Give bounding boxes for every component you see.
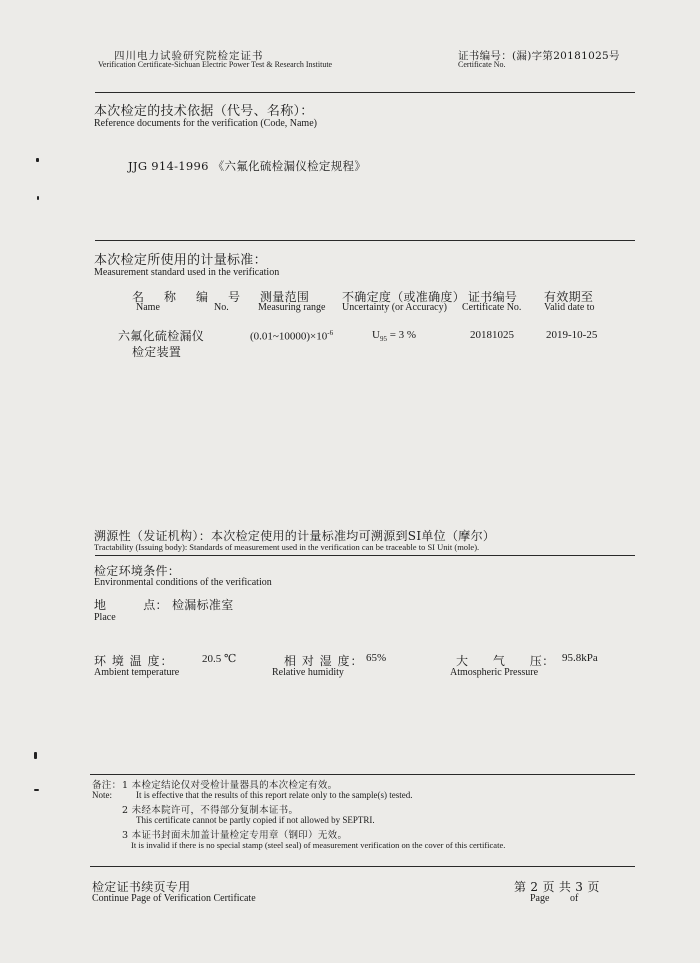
column-uncertainty-en: Uncertainty (or Accuracy) — [342, 302, 447, 313]
standard-divider — [95, 240, 635, 241]
environment-heading: 检定环境条件： — [94, 564, 181, 578]
column-range-header: 测量范围 — [260, 290, 310, 304]
page-indicator: 第 2 页 共 3 页 — [514, 880, 600, 894]
traceability-en: Tractability (Issuing body): Standards of measurement used in the verification can be traceable to SI Unit (mole). — [94, 542, 480, 552]
reference-heading: 本次检定的技术依据（代号、名称）： — [94, 104, 314, 119]
notes-divider — [90, 774, 635, 775]
header-divider — [95, 92, 635, 93]
scan-speck — [36, 158, 39, 162]
column-name-header: 名 称 编 号 — [132, 290, 245, 304]
standard-name-line1: 六氟化硫检漏仪 — [118, 329, 205, 343]
footer-label-cn: 检定证书续页专用 — [92, 880, 191, 894]
column-range-en: Measuring range — [258, 302, 326, 313]
certificate-number-en: Certificate No. — [458, 60, 506, 69]
standard-name-line2: 检定装置 — [132, 345, 182, 359]
standard-range: $(0.01\sim 10000)\times 10^{-6}$ — [250, 329, 334, 343]
note-2-cn: 2 未经本院许可，不得部分复制本证书。 — [122, 805, 299, 816]
humidity-value: 65% — [366, 652, 387, 664]
standard-cert-no: 20181025 — [470, 329, 514, 341]
page-label-en: Page — [530, 893, 550, 904]
traceability-cn: 溯源性（发证机构）：本次检定使用的计量标准均可溯源到SI单位（摩尔） — [94, 529, 496, 543]
column-uncertainty-header: 不确定度（或准确度） — [342, 290, 466, 304]
institute-title-en: Verification Certificate-Sichuan Electric Power Test & Research Institute — [98, 60, 333, 69]
column-valid-header: 有效期至 — [544, 290, 594, 304]
footer-divider — [90, 866, 635, 867]
temperature-value: 20.5 ℃ — [202, 653, 237, 665]
place-value: 检漏标准室 — [172, 598, 234, 612]
pressure-value: 95.8kPa — [562, 652, 598, 664]
standard-valid-to: 2019-10-25 — [546, 329, 598, 341]
place-label: 地 点： — [94, 598, 168, 612]
temperature-label: 环 境 温 度： — [94, 654, 174, 668]
scan-speck — [34, 789, 39, 791]
temperature-label-en: Ambient temperature — [94, 667, 180, 678]
humidity-label-en: Relative humidity — [272, 667, 344, 678]
traceability-divider — [95, 555, 635, 556]
note-3-cn: 3 本证书封面未加盖计量检定专用章（钢印）无效。 — [122, 830, 348, 841]
certificate-number: 证书编号：(漏)字第20181025号 — [458, 50, 620, 62]
place-label-en: Place — [94, 612, 116, 623]
column-name-en: Name — [136, 302, 160, 313]
standard-heading-en: Measurement standard used in the verification — [94, 267, 280, 278]
page-of-en: of — [570, 893, 579, 904]
note-1-en: It is effective that the results of this report relate only to the sample(s) tested. — [136, 790, 413, 800]
standard-heading: 本次检定所使用的计量标准： — [94, 253, 267, 268]
scan-speck — [37, 196, 39, 200]
notes-label: 备注： — [92, 780, 122, 791]
column-certno-en: Certificate No. — [462, 302, 522, 313]
footer-label-en: Continue Page of Verification Certificate — [92, 893, 256, 904]
pressure-label-en: Atmospheric Pressure — [450, 667, 539, 678]
note-3-en: It is invalid if there is no special stamp (steel seal) of measurement verification on the cover of this certificate. — [131, 840, 506, 850]
column-certno-header: 证书编号 — [468, 290, 518, 304]
standard-uncertainty: $U_{95} = 3$ % — [372, 329, 417, 344]
environment-heading-en: Environmental conditions of the verification — [94, 577, 272, 588]
pressure-label: 大 气 压： — [456, 654, 555, 668]
reference-heading-en: Reference documents for the verification (Code, Name) — [94, 118, 317, 129]
notes-label-en: Note: — [92, 790, 112, 800]
note-1-cn: 1 本检定结论仅对受检计量器具的本次检定有效。 — [122, 780, 338, 791]
note-2-en: This certificate cannot be partly copied if not allowed by SEPTRI. — [136, 815, 375, 825]
reference-document: JJG 914-1996 《六氟化硫检漏仪检定规程》 — [128, 159, 367, 173]
column-valid-en: Valid date to — [544, 302, 595, 313]
scan-speck — [34, 752, 37, 759]
humidity-label: 相 对 湿 度： — [284, 654, 364, 668]
institute-title-cn: 四川电力试验研究院检定证书 — [114, 50, 264, 62]
column-no-en: No. — [214, 302, 229, 313]
